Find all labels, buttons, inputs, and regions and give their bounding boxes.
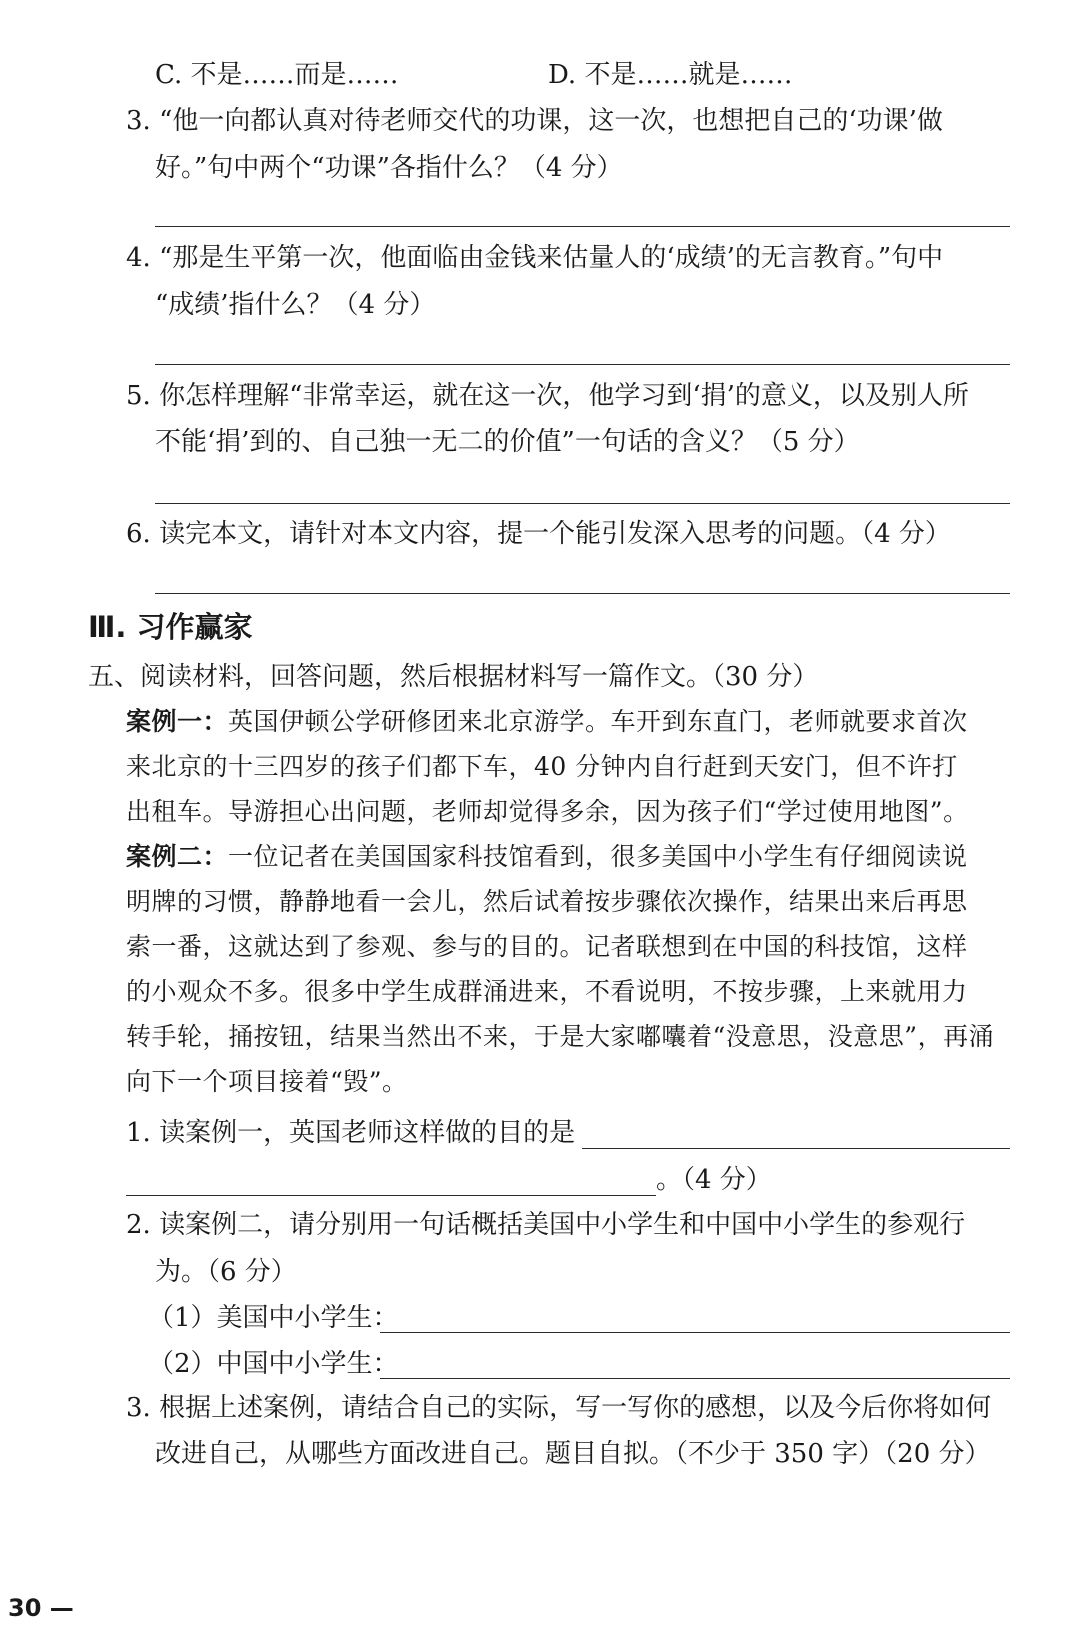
answer-line-part5-q1b[interactable] <box>126 1195 656 1196</box>
part5-q2-sub1: （1）美国中小学生： <box>148 1303 399 1333</box>
page-number: 30 — <box>8 1594 74 1622</box>
question-3-line1: 3. “他一向都认真对待老师交代的功课，这一次，也想把自己的‘功课’做 <box>126 106 943 136</box>
case1-line1 <box>126 707 968 737</box>
answer-line-q4[interactable] <box>155 364 1010 365</box>
answer-line-part5-q2-cn[interactable] <box>380 1378 1010 1379</box>
part5-q2-line1: 2. 读案例二，请分别用一句话概括美国中小学生和中国中小学生的参观行 <box>126 1210 966 1240</box>
case2-line6: 向下一个项目接着“毁”。 <box>126 1067 408 1096</box>
answer-line-q3[interactable] <box>155 226 1010 227</box>
case2-line5: 转手轮，捅按钮，结果当然出不来，于是大家嘟囔着“没意思，没意思”，再涌 <box>126 1022 995 1051</box>
part5-q3-line2: 改进自己，从哪些方面改进自己。题目自拟。（不少于 350 字）（20 分） <box>155 1439 991 1469</box>
case1-line3: 出租车。导游担心出问题，老师却觉得多余，因为孩子们“学过使用地图”。 <box>126 797 969 826</box>
case1-line2: 来北京的十三四岁的孩子们都下车，40 分钟内自行赶到天安门，但不许打 <box>126 752 958 781</box>
case2-line2: 明牌的习惯，静静地看一会儿，然后试着按步骤依次操作，结果出来后再思 <box>126 887 968 916</box>
part5-title: 五、阅读材料，回答问题，然后根据材料写一篇作文。（30 分） <box>88 662 819 692</box>
question-5-line2: 不能‘捐’到的、自己独一无二的价值”一句话的含义？（5 分） <box>155 427 860 457</box>
case1-text-line1: 英国伊顿公学研修团来北京游学。车开到东直门，老师就要求首次 <box>228 707 968 736</box>
question-4-line2: “成绩’指什么？（4 分） <box>155 290 436 320</box>
part5-q1-tail: 。（4 分） <box>656 1165 772 1195</box>
case2-line3: 索一番，这就达到了参观、参与的目的。记者联想到在中国的科技馆，这样 <box>126 932 968 961</box>
case1-label: 案例一： <box>126 707 229 736</box>
part5-q1-line1: 1. 读案例一，英国老师这样做的目的是 <box>126 1118 576 1148</box>
answer-line-q6[interactable] <box>155 593 1010 594</box>
case2-label: 案例二： <box>126 842 229 871</box>
case2-text-line1: 一位记者在美国国家科技馆看到，很多美国中小学生有仔细阅读说 <box>228 842 968 871</box>
part5-q2-sub2: （2）中国中小学生： <box>148 1349 399 1379</box>
question-5-line1: 5. 你怎样理解“非常幸运，就在这一次，他学习到‘捐’的意义，以及别人所 <box>126 381 969 411</box>
answer-line-part5-q2-us[interactable] <box>380 1332 1010 1333</box>
option-d: D. 不是……就是…… <box>548 60 793 90</box>
answer-line-part5-q1a[interactable] <box>582 1148 1010 1149</box>
answer-line-q5[interactable] <box>155 503 1010 504</box>
section-heading: Ⅲ. 习作赢家 <box>88 610 253 644</box>
part5-q2-line2: 为。（6 分） <box>155 1257 297 1287</box>
question-3-line2: 好。”句中两个“功课”各指什么？（4 分） <box>155 153 623 183</box>
option-c: C. 不是……而是…… <box>155 60 399 90</box>
part5-q3-line1: 3. 根据上述案例，请结合自己的实际，写一写你的感想，以及今后你将如何 <box>126 1393 992 1423</box>
case2-line4: 的小观众不多。很多中学生成群涌进来，不看说明，不按步骤，上来就用力 <box>126 977 968 1006</box>
case2-line1 <box>126 842 968 872</box>
question-4-line1: 4. “那是生平第一次，他面临由金钱来估量人的‘成绩’的无言教育。”句中 <box>126 243 944 273</box>
question-6-line1: 6. 读完本文，请针对本文内容，提一个能引发深入思考的问题。（4 分） <box>126 519 951 549</box>
